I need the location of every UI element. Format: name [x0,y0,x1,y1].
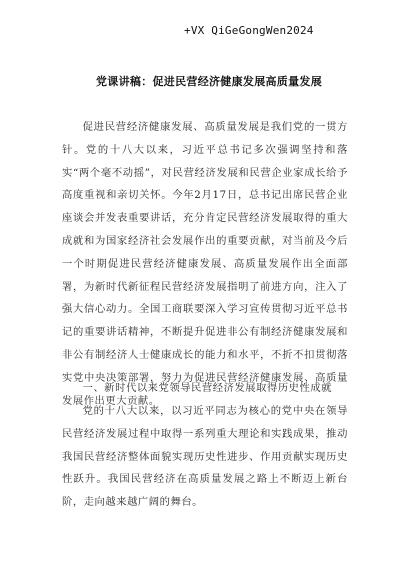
watermark: +VX QiGeGongWen2024 [184,24,314,37]
body-section [62,116,348,412]
body-paragraph: 促进民营经济健康发展、高质量发展是我们党的一贯方针。党的十八大以来，习近平总书记多次强调坚持和落实“两个毫不动摇”，对民营经济发展和民营企业家成长给予高度重视和亲切关怀。今年2月17日，总书记出席民营企业座谈会并发表重要讲话，充分肯定民营经济发展取得的重大成就和为国家经济社会发展作出的重要贡献，对当前及今后一个时期促进民营经济健康发展、高质量发展作出全面部署，为新时代新征程民营经济发展指明了前进方向，注入了强大信心动力。全国工商联要深入学习宣传贯彻习近平总书记的重要讲话精神，不断提升促进非公有制经济健康发展和非公有制经济人士健康成长的能力和水平，不折不扣贯彻落实党中央决策部署，努力为促进民营经济健康发展、高质量发展作出更大贡献。 [62,121,348,407]
section-paragraph: 党的十八大以来，以习近平同志为核心的党中央在领导民营经济发展过程中取得一系列重大理论和实践成果，推动我国民营经济整体面貌实现历史性进步、作用贡献实现历史性跃升。我国民营经济在高质量发展之路上不断迈上新台阶，走向越来越广阔的舞台。 [62,405,348,509]
section-body [62,400,348,514]
document-title: 党课讲稿：促进民营经济健康发展高质量发展 [96,75,322,88]
section-heading: 一、新时代以来党领导民营经济发展取得历史性成就 [82,382,333,394]
